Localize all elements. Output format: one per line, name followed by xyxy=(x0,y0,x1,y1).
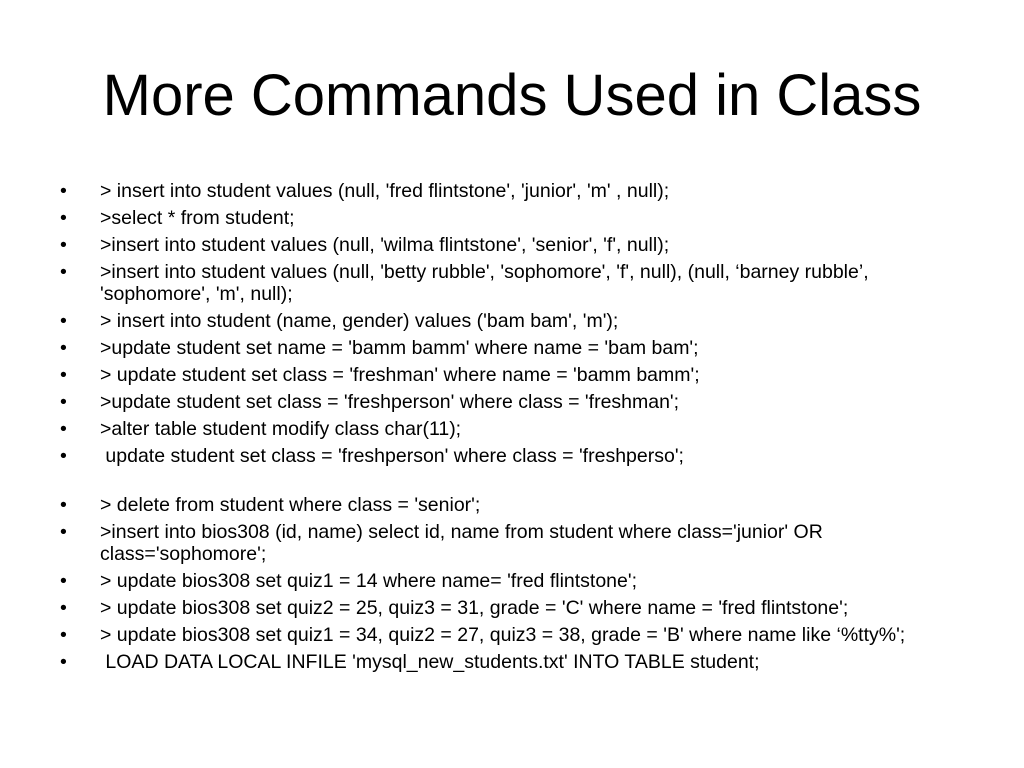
bullet-item xyxy=(60,234,960,256)
bullet-text: > insert into student (name, gender) values ('bam bam', 'm'); xyxy=(100,310,619,332)
bullet-text: >insert into bios308 (id, name) select id, name from student where class='junior' OR class='sophomore'; xyxy=(100,521,829,565)
bullet-item xyxy=(60,418,960,440)
bullet-dot-icon: • xyxy=(60,624,67,646)
bullet-text: > update bios308 set quiz1 = 14 where name= 'fred flintstone'; xyxy=(100,570,638,592)
bullet-dot-icon: • xyxy=(60,261,67,283)
bullet-text: >insert into student values (null, 'wilma flintstone', 'senior', 'f', null); xyxy=(100,234,670,256)
bullet-text: >update student set class = 'freshperson' where class = 'freshman'; xyxy=(100,391,680,413)
bullet-dot-icon: • xyxy=(60,570,67,592)
bullet-dot-icon: • xyxy=(60,521,67,543)
bullet-item xyxy=(60,494,960,516)
bullet-text: > update bios308 set quiz1 = 34, quiz2 = 27, quiz3 = 38, grade = 'B' where name like ‘%tty%'; xyxy=(100,624,906,646)
bullet-dot-icon: • xyxy=(60,445,67,467)
bullet-dot-icon: • xyxy=(60,364,67,386)
bullet-item xyxy=(60,337,960,359)
bullet-text: >alter table student modify class char(11); xyxy=(100,418,462,440)
bullet-text: >update student set name = 'bamm bamm' where name = 'bam bam'; xyxy=(100,337,699,359)
bullet-text: > update bios308 set quiz2 = 25, quiz3 = 31, grade = 'C' where name = 'fred flintstone'; xyxy=(100,597,849,619)
bullet-dot-icon: • xyxy=(60,494,67,516)
bullet-text: >insert into student values (null, 'betty rubble', 'sophomore', 'f', null), (null, ‘barney rubble’, 'sophomore', 'm', null); xyxy=(100,261,875,305)
bullet-item xyxy=(60,261,960,305)
bullet-dot-icon: • xyxy=(60,651,67,673)
bullet-text: update student set class = 'freshperson' where class = 'freshperso'; xyxy=(100,445,684,467)
bullet-dot-icon: • xyxy=(60,597,67,619)
bullet-list xyxy=(60,180,960,678)
bullet-dot-icon: • xyxy=(60,207,67,229)
bullet-item xyxy=(60,391,960,413)
bullet-item xyxy=(60,624,960,646)
bullet-text: LOAD DATA LOCAL INFILE 'mysql_new_students.txt' INTO TABLE student; xyxy=(100,651,760,673)
bullet-dot-icon: • xyxy=(60,180,67,202)
bullet-dot-icon: • xyxy=(60,418,67,440)
bullet-text: > insert into student values (null, 'fred flintstone', 'junior', 'm' , null); xyxy=(100,180,670,202)
bullet-item xyxy=(60,570,960,592)
bullet-item xyxy=(60,445,960,467)
bullet-dot-icon: • xyxy=(60,310,67,332)
bullet-item xyxy=(60,180,960,202)
bullet-item xyxy=(60,310,960,332)
bullet-dot-icon: • xyxy=(60,234,67,256)
bullet-item xyxy=(60,207,960,229)
bullet-dot-icon: • xyxy=(60,391,67,413)
bullet-text: >select * from student; xyxy=(100,207,295,229)
bullet-item xyxy=(60,651,960,673)
slide-title: More Commands Used in Class xyxy=(102,63,922,128)
bullet-dot-icon: • xyxy=(60,337,67,359)
bullet-item xyxy=(60,597,960,619)
bullet-text: > update student set class = 'freshman' where name = 'bamm bamm'; xyxy=(100,364,700,386)
bullet-item xyxy=(60,521,960,565)
bullet-text: > delete from student where class = 'senior'; xyxy=(100,494,481,516)
bullet-item xyxy=(60,364,960,386)
